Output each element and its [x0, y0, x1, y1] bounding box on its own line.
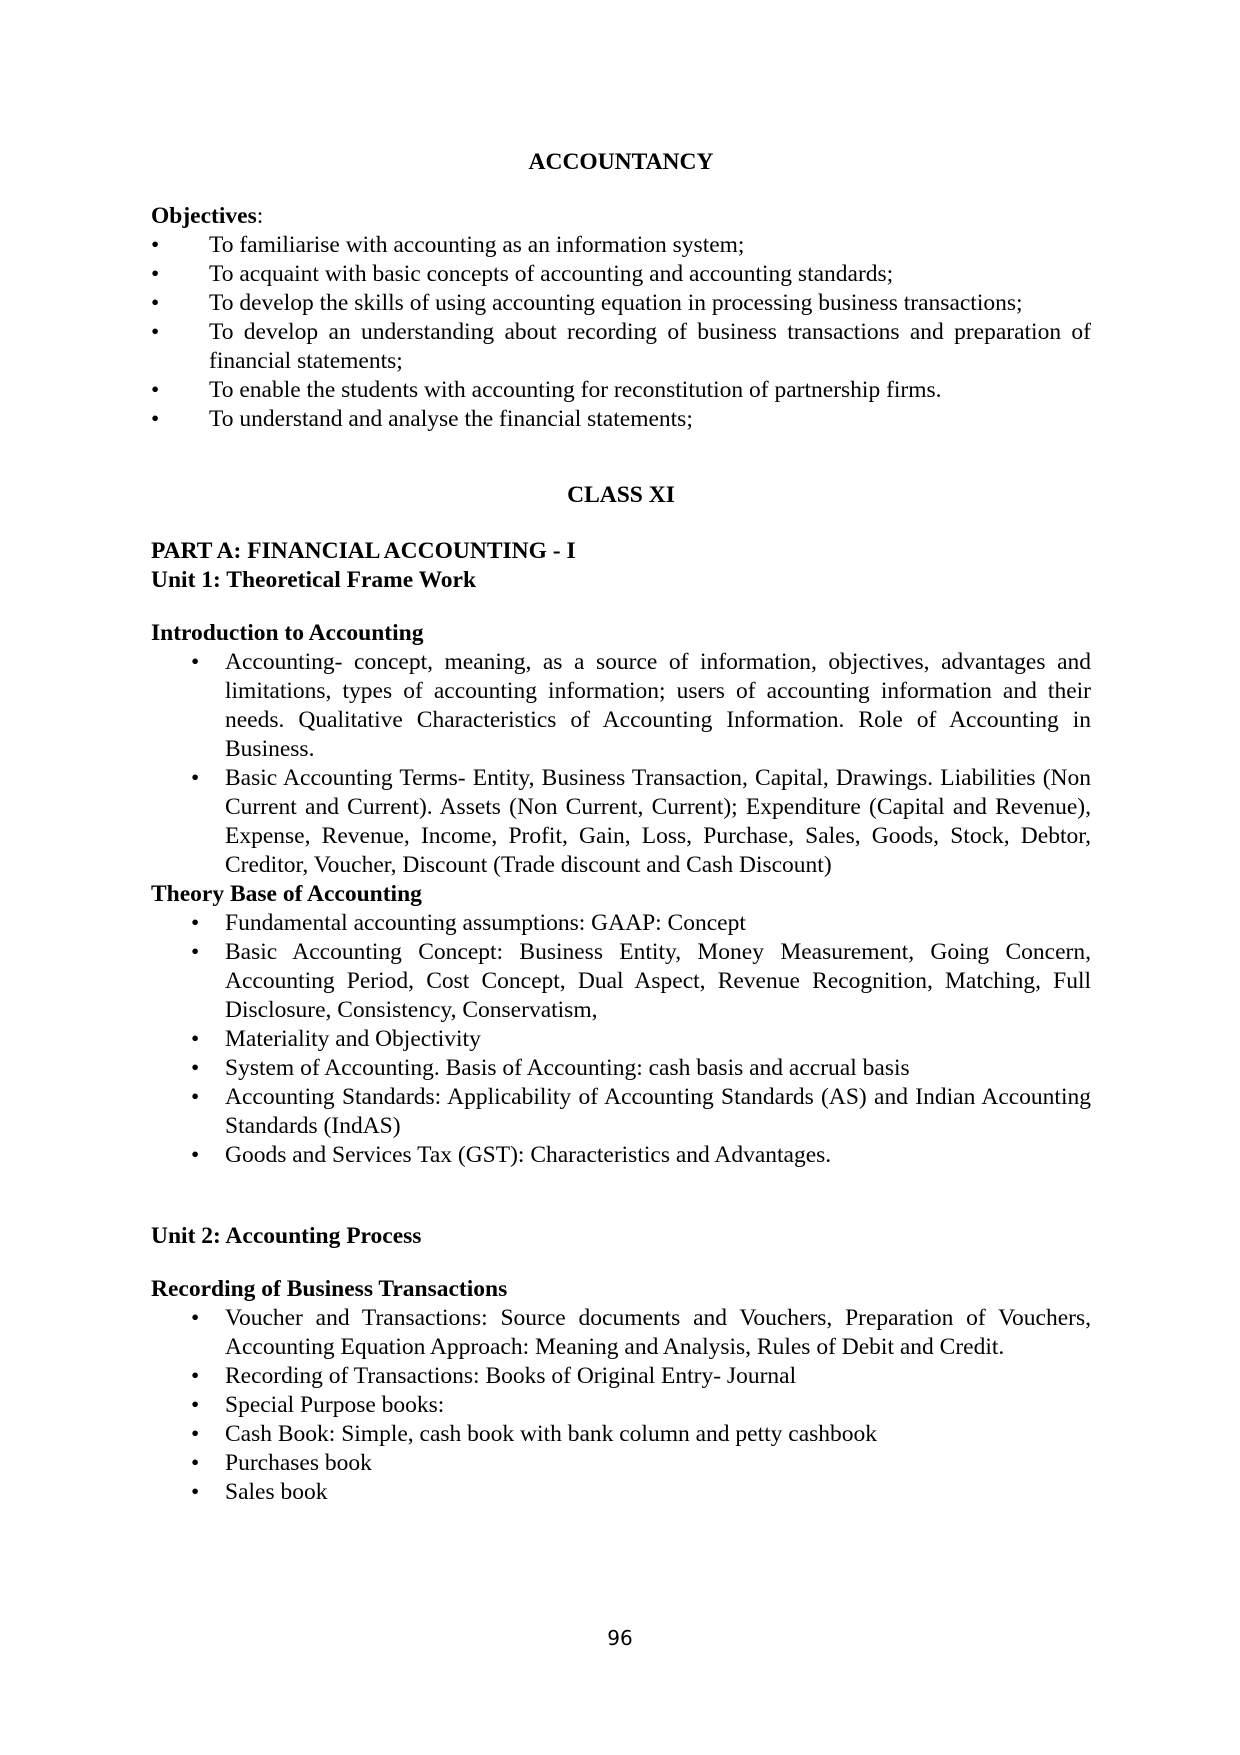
objective-item: • To enable the students with accounting for reconstitution of partnership firms. — [151, 376, 1091, 405]
objective-item: • To familiarise with accounting as an information system; — [151, 231, 1091, 260]
list-item: • System of Accounting. Basis of Accounting: cash basis and accrual basis — [151, 1054, 1091, 1083]
list-item: • Basic Accounting Concept: Business Entity, Money Measurement, Going Concern, Accounting Period, Cost Concept, Dual Aspect, Revenue Recognition, Matching, Full Disclosure, Consistency, Conservatism, — [151, 938, 1091, 1025]
part-heading: PART A: FINANCIAL ACCOUNTING - I — [151, 538, 576, 564]
intro-section-list — [151, 648, 1091, 880]
list-item: • Accounting Standards: Applicability of Accounting Standards (AS) and Indian Accounting Standards (IndAS) — [151, 1083, 1091, 1141]
objectives-heading-line — [151, 202, 1091, 231]
list-item: • Basic Accounting Terms- Entity, Business Transaction, Capital, Drawings. Liabilities (Non Current and Current). Assets (Non Current, Current); Expenditure (Capital and Revenue), Expense, Revenue, Income, Profit, Gain, Loss, Purchase, Sales, Goods, Stock, Debtor, Creditor, Voucher, Discount (Trade discount and Cash Discount) — [151, 764, 1091, 880]
unit2-heading: Unit 2: Accounting Process — [151, 1223, 422, 1249]
theory-section-heading: Theory Base of Accounting — [151, 881, 422, 907]
list-item: • Purchases book — [151, 1449, 1091, 1478]
list-item: • Recording of Transactions: Books of Original Entry- Journal — [151, 1362, 1091, 1391]
list-item: • Accounting- concept, meaning, as a source of information, objectives, advantages and limitations, types of accounting information; users of accounting information and their needs. Qualitative Characteristics of Accounting Information. Role of Accounting in Business. — [151, 648, 1091, 764]
theory-section-list — [151, 909, 1091, 1170]
list-item: • Special Purpose books: — [151, 1391, 1091, 1420]
page-title: ACCOUNTANCY — [528, 149, 714, 175]
objective-item: • To understand and analyse the financial statements; — [151, 405, 1091, 434]
list-item: • Cash Book: Simple, cash book with bank column and petty cashbook — [151, 1420, 1091, 1449]
unit1-heading: Unit 1: Theoretical Frame Work — [151, 567, 477, 593]
list-item: • Goods and Services Tax (GST): Characteristics and Advantages. — [151, 1141, 1091, 1170]
list-item: • Sales book — [151, 1478, 1091, 1507]
objective-item: • To develop the skills of using accounting equation in processing business transactions; — [151, 289, 1091, 318]
objective-item: • To develop an understanding about recording of business transactions and preparation of financial statements; — [151, 318, 1091, 376]
objectives-heading: Objectives — [151, 203, 257, 229]
class-heading: CLASS XI — [567, 482, 675, 508]
page-number: 96 — [607, 1626, 633, 1650]
recording-section-heading: Recording of Business Transactions — [151, 1276, 508, 1302]
list-item: • Fundamental accounting assumptions: GAAP: Concept — [151, 909, 1091, 938]
recording-section-list — [151, 1304, 1091, 1507]
objectives-colon: : — [256, 203, 264, 229]
intro-section-heading: Introduction to Accounting — [151, 620, 424, 646]
list-item: • Materiality and Objectivity — [151, 1025, 1091, 1054]
objectives-list — [151, 231, 1091, 434]
list-item: • Voucher and Transactions: Source documents and Vouchers, Preparation of Vouchers, Accounting Equation Approach: Meaning and Analysis, Rules of Debit and Credit. — [151, 1304, 1091, 1362]
page-content — [151, 148, 1091, 1507]
objective-item: • To acquaint with basic concepts of accounting and accounting standards; — [151, 260, 1091, 289]
